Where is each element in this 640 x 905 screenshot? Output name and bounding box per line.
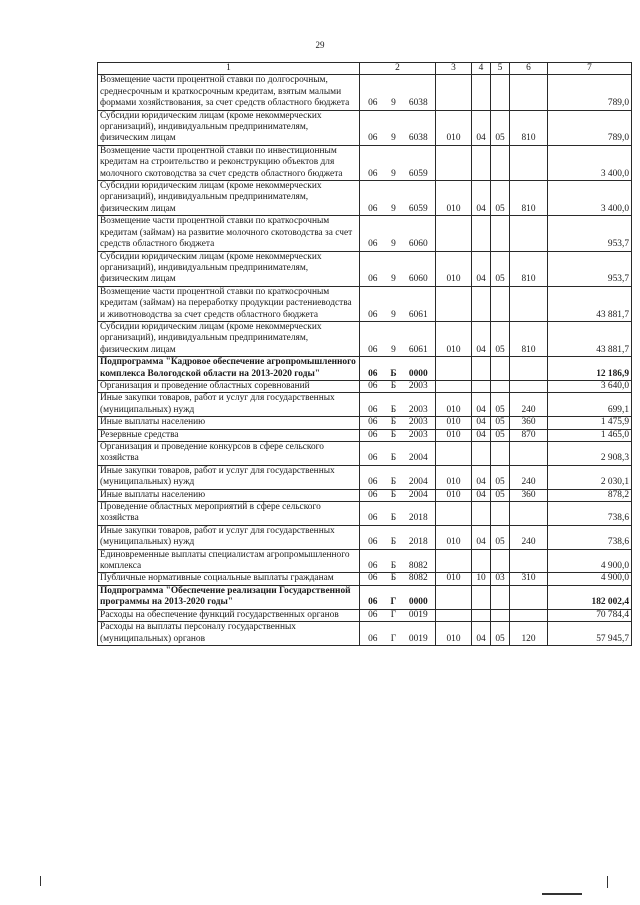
- scan-mark-bottom: [542, 893, 582, 895]
- table-row: [98, 465, 632, 489]
- row-col-5: [491, 585, 510, 609]
- scan-mark-left: [40, 876, 41, 886]
- row-code-item: 6061: [402, 286, 436, 321]
- row-name-cell: Резервные средства: [98, 429, 360, 441]
- row-col-4: 04: [472, 110, 491, 145]
- header-col-4: 4: [472, 63, 491, 75]
- row-col-6: [510, 216, 548, 251]
- table-row: [98, 286, 632, 321]
- row-col-3: [436, 585, 472, 609]
- row-amount: 12 186,9: [548, 357, 632, 381]
- row-col-5: [491, 286, 510, 321]
- row-col-5: 03: [491, 573, 510, 585]
- row-code-program: 9: [386, 181, 402, 216]
- row-col-3: [436, 75, 472, 110]
- row-col-6: 240: [510, 393, 548, 417]
- row-col-5: [491, 216, 510, 251]
- row-amount: 789,0: [548, 110, 632, 145]
- row-code-program: Г: [386, 585, 402, 609]
- table-row: [98, 429, 632, 441]
- row-name-cell: Субсидии юридическим лицам (кроме некоммерческих организаций), индивидуальным предпринимателям, физическим лицам: [98, 110, 360, 145]
- row-col-5: [491, 75, 510, 110]
- row-code-item: 8082: [402, 573, 436, 585]
- row-col-6: 810: [510, 181, 548, 216]
- table-row: [98, 417, 632, 429]
- row-col-3: 010: [436, 525, 472, 549]
- row-amount: 3 400,0: [548, 145, 632, 180]
- row-code-program: Б: [386, 417, 402, 429]
- row-code-program: 9: [386, 251, 402, 286]
- row-amount: 953,7: [548, 216, 632, 251]
- row-col-6: [510, 286, 548, 321]
- row-code-program: Г: [386, 609, 402, 621]
- row-code-item: 2003: [402, 417, 436, 429]
- table-row: [98, 393, 632, 417]
- row-col-5: [491, 145, 510, 180]
- row-col-4: [472, 502, 491, 526]
- row-name-cell: Возмещение части процентной ставки по краткосрочным кредитам (займам) на переработку продукции растениеводства и животноводства за счет средств областного бюджета: [98, 286, 360, 321]
- row-code-section: 06: [360, 357, 386, 381]
- row-col-4: [472, 609, 491, 621]
- row-code-section: 06: [360, 442, 386, 466]
- row-col-3: 010: [436, 393, 472, 417]
- row-name-cell: Иные закупки товаров, работ и услуг для государственных (муниципальных) нужд: [98, 525, 360, 549]
- table-row: [98, 585, 632, 609]
- row-code-section: 06: [360, 75, 386, 110]
- row-amount: 699,1: [548, 393, 632, 417]
- row-col-5: 05: [491, 393, 510, 417]
- table-row: [98, 357, 632, 381]
- row-name-cell: Субсидии юридическим лицам (кроме некоммерческих организаций), индивидуальным предпринимателям, физическим лицам: [98, 251, 360, 286]
- table-row: [98, 622, 632, 646]
- row-amount: 43 881,7: [548, 321, 632, 356]
- row-code-program: Б: [386, 357, 402, 381]
- row-col-3: 010: [436, 321, 472, 356]
- table-row: [98, 321, 632, 356]
- row-col-3: 010: [436, 417, 472, 429]
- row-name-cell: Организация и проведение областных соревнований: [98, 380, 360, 392]
- row-code-section: 06: [360, 393, 386, 417]
- row-col-4: [472, 145, 491, 180]
- row-col-6: [510, 380, 548, 392]
- row-code-section: 06: [360, 502, 386, 526]
- row-col-4: 04: [472, 489, 491, 501]
- row-code-program: Б: [386, 525, 402, 549]
- row-code-program: 9: [386, 75, 402, 110]
- row-code-section: 06: [360, 110, 386, 145]
- row-code-item: 2004: [402, 489, 436, 501]
- row-name-cell: Возмещение части процентной ставки по долгосрочным, среднесрочным и краткосрочным кредитам, взятым малыми формами хозяйствования, за счет средств областного бюджета: [98, 75, 360, 110]
- row-col-6: 240: [510, 525, 548, 549]
- row-col-4: [472, 286, 491, 321]
- row-name-cell: Расходы на обеспечение функций государственных органов: [98, 609, 360, 621]
- row-code-item: 6061: [402, 321, 436, 356]
- row-code-section: 06: [360, 145, 386, 180]
- row-amount: 2 030,1: [548, 465, 632, 489]
- row-code-section: 06: [360, 465, 386, 489]
- row-code-program: 9: [386, 216, 402, 251]
- row-col-6: [510, 357, 548, 381]
- row-col-5: [491, 502, 510, 526]
- row-code-program: Б: [386, 380, 402, 392]
- row-col-6: 240: [510, 465, 548, 489]
- row-amount: 43 881,7: [548, 286, 632, 321]
- row-amount: 3 640,0: [548, 380, 632, 392]
- row-col-3: 010: [436, 429, 472, 441]
- row-col-5: 05: [491, 181, 510, 216]
- row-col-3: [436, 442, 472, 466]
- row-col-4: [472, 442, 491, 466]
- row-name-cell: Публичные нормативные социальные выплаты гражданам: [98, 573, 360, 585]
- row-col-5: 05: [491, 110, 510, 145]
- row-amount: 4 900,0: [548, 573, 632, 585]
- row-code-section: 06: [360, 525, 386, 549]
- row-code-item: 6059: [402, 145, 436, 180]
- row-name-cell: Проведение областных мероприятий в сфере сельского хозяйства: [98, 502, 360, 526]
- row-amount: 1 475,9: [548, 417, 632, 429]
- header-col-6: 6: [510, 63, 548, 75]
- row-col-6: 810: [510, 110, 548, 145]
- row-col-4: 04: [472, 429, 491, 441]
- header-col-7: 7: [548, 63, 632, 75]
- row-col-5: 05: [491, 622, 510, 646]
- row-code-section: 06: [360, 622, 386, 646]
- row-col-6: [510, 145, 548, 180]
- row-col-6: 360: [510, 489, 548, 501]
- row-col-5: 05: [491, 251, 510, 286]
- row-col-5: 05: [491, 429, 510, 441]
- table-row: [98, 502, 632, 526]
- page-number: 29: [315, 40, 325, 50]
- row-col-4: 04: [472, 393, 491, 417]
- header-col-5: 5: [491, 63, 510, 75]
- row-col-6: [510, 442, 548, 466]
- row-col-5: [491, 442, 510, 466]
- row-col-6: [510, 502, 548, 526]
- scan-mark-right: [607, 876, 608, 888]
- row-col-3: [436, 380, 472, 392]
- row-code-program: Б: [386, 465, 402, 489]
- row-code-program: 9: [386, 321, 402, 356]
- row-code-program: 9: [386, 286, 402, 321]
- row-code-item: 2004: [402, 465, 436, 489]
- header-row: [98, 63, 632, 75]
- row-col-3: 010: [436, 573, 472, 585]
- row-col-6: [510, 75, 548, 110]
- row-code-section: 06: [360, 321, 386, 356]
- row-code-section: 06: [360, 489, 386, 501]
- header-col-2: 2: [360, 63, 436, 75]
- row-code-item: 2018: [402, 525, 436, 549]
- row-col-3: [436, 609, 472, 621]
- row-name-cell: Подпрограмма "Обеспечение реализации Государственной программы на 2013-2020 годы": [98, 585, 360, 609]
- row-amount: 4 900,0: [548, 549, 632, 573]
- row-col-6: 360: [510, 417, 548, 429]
- row-code-item: 0000: [402, 585, 436, 609]
- row-code-item: 2003: [402, 429, 436, 441]
- table-row: [98, 145, 632, 180]
- row-col-4: [472, 75, 491, 110]
- row-name-cell: Единовременные выплаты специалистам агропромышленного комплекса: [98, 549, 360, 573]
- row-amount: 2 908,3: [548, 442, 632, 466]
- row-code-program: 9: [386, 110, 402, 145]
- header-col-3: 3: [436, 63, 472, 75]
- row-col-5: [491, 609, 510, 621]
- row-col-3: 010: [436, 251, 472, 286]
- row-col-6: 120: [510, 622, 548, 646]
- row-col-3: 010: [436, 622, 472, 646]
- row-col-3: 010: [436, 465, 472, 489]
- row-col-4: [472, 357, 491, 381]
- row-code-program: Б: [386, 502, 402, 526]
- row-code-item: 6060: [402, 216, 436, 251]
- row-code-section: 06: [360, 549, 386, 573]
- row-code-item: 6038: [402, 110, 436, 145]
- row-code-section: 06: [360, 216, 386, 251]
- row-code-section: 06: [360, 286, 386, 321]
- row-code-program: Б: [386, 442, 402, 466]
- row-code-program: 9: [386, 145, 402, 180]
- row-code-item: 0019: [402, 622, 436, 646]
- row-col-5: 05: [491, 417, 510, 429]
- row-col-4: 04: [472, 251, 491, 286]
- row-code-program: Г: [386, 622, 402, 646]
- row-col-5: 05: [491, 321, 510, 356]
- row-name-cell: Субсидии юридическим лицам (кроме некоммерческих организаций), индивидуальным предпринимателям, физическим лицам: [98, 321, 360, 356]
- row-col-6: 810: [510, 251, 548, 286]
- row-name-cell: Иные закупки товаров, работ и услуг для государственных (муниципальных) нужд: [98, 465, 360, 489]
- row-code-section: 06: [360, 380, 386, 392]
- row-code-section: 06: [360, 609, 386, 621]
- row-col-6: 810: [510, 321, 548, 356]
- row-code-item: 2003: [402, 393, 436, 417]
- row-name-cell: Иные закупки товаров, работ и услуг для государственных (муниципальных) нужд: [98, 393, 360, 417]
- row-col-3: [436, 286, 472, 321]
- row-code-program: Б: [386, 393, 402, 417]
- row-col-4: 04: [472, 622, 491, 646]
- row-col-4: [472, 216, 491, 251]
- row-name-cell: Подпрограмма "Кадровое обеспечение агропромышленного комплекса Вологодской области на 2013-2020 годы": [98, 357, 360, 381]
- row-code-item: 6060: [402, 251, 436, 286]
- row-col-4: [472, 585, 491, 609]
- row-col-3: [436, 216, 472, 251]
- row-amount: 1 465,0: [548, 429, 632, 441]
- row-name-cell: Расходы на выплаты персоналу государственных (муниципальных) органов: [98, 622, 360, 646]
- row-col-5: 05: [491, 465, 510, 489]
- table-row: [98, 609, 632, 621]
- row-code-section: 06: [360, 585, 386, 609]
- table-row: [98, 216, 632, 251]
- row-col-4: 04: [472, 321, 491, 356]
- row-amount: 738,6: [548, 502, 632, 526]
- row-code-item: 6038: [402, 75, 436, 110]
- row-col-5: 05: [491, 525, 510, 549]
- row-col-3: 010: [436, 181, 472, 216]
- row-col-3: [436, 549, 472, 573]
- row-col-4: 10: [472, 573, 491, 585]
- row-col-3: [436, 145, 472, 180]
- row-col-4: 04: [472, 465, 491, 489]
- row-col-6: [510, 585, 548, 609]
- table-row: [98, 489, 632, 501]
- row-col-5: [491, 380, 510, 392]
- row-code-program: Б: [386, 573, 402, 585]
- row-col-4: 04: [472, 181, 491, 216]
- row-col-3: [436, 502, 472, 526]
- row-name-cell: Организация и проведение конкурсов в сфере сельского хозяйства: [98, 442, 360, 466]
- row-code-program: Б: [386, 549, 402, 573]
- header-col-1: 1: [98, 63, 360, 75]
- table-body: [98, 75, 632, 646]
- row-col-3: [436, 357, 472, 381]
- row-col-5: [491, 549, 510, 573]
- row-code-item: 8082: [402, 549, 436, 573]
- row-col-6: 310: [510, 573, 548, 585]
- row-code-program: Б: [386, 489, 402, 501]
- row-amount: 878,2: [548, 489, 632, 501]
- row-col-4: 04: [472, 525, 491, 549]
- table-row: [98, 110, 632, 145]
- row-col-6: [510, 549, 548, 573]
- table-row: [98, 525, 632, 549]
- row-code-program: Б: [386, 429, 402, 441]
- row-amount: 789,0: [548, 75, 632, 110]
- table-row: [98, 75, 632, 110]
- row-amount: 182 002,4: [548, 585, 632, 609]
- row-col-4: 04: [472, 417, 491, 429]
- row-code-item: 0000: [402, 357, 436, 381]
- row-amount: 738,6: [548, 525, 632, 549]
- table-row: [98, 181, 632, 216]
- row-amount: 953,7: [548, 251, 632, 286]
- row-name-cell: Иные выплаты населению: [98, 489, 360, 501]
- row-amount: 57 945,7: [548, 622, 632, 646]
- row-code-section: 06: [360, 181, 386, 216]
- row-col-6: 870: [510, 429, 548, 441]
- row-code-item: 2003: [402, 380, 436, 392]
- table-row: [98, 549, 632, 573]
- row-col-3: 010: [436, 489, 472, 501]
- row-col-3: 010: [436, 110, 472, 145]
- table-row: [98, 380, 632, 392]
- table-row: [98, 573, 632, 585]
- row-code-section: 06: [360, 429, 386, 441]
- row-code-item: 6059: [402, 181, 436, 216]
- row-code-item: 0019: [402, 609, 436, 621]
- row-name-cell: Возмещение части процентной ставки по краткосрочным кредитам (займам) на развитие молочного скотоводства за счет средств областного бюджета: [98, 216, 360, 251]
- row-code-section: 06: [360, 417, 386, 429]
- row-code-item: 2018: [402, 502, 436, 526]
- row-amount: 70 784,4: [548, 609, 632, 621]
- row-code-section: 06: [360, 251, 386, 286]
- row-amount: 3 400,0: [548, 181, 632, 216]
- row-col-4: [472, 380, 491, 392]
- table-row: [98, 442, 632, 466]
- row-name-cell: Иные выплаты населению: [98, 417, 360, 429]
- row-col-6: [510, 609, 548, 621]
- row-col-5: 05: [491, 489, 510, 501]
- row-col-4: [472, 549, 491, 573]
- row-col-5: [491, 357, 510, 381]
- row-name-cell: Субсидии юридическим лицам (кроме некоммерческих организаций), индивидуальным предпринимателям, физическим лицам: [98, 181, 360, 216]
- row-code-item: 2004: [402, 442, 436, 466]
- budget-table: [97, 62, 632, 646]
- row-code-section: 06: [360, 573, 386, 585]
- row-name-cell: Возмещение части процентной ставки по инвестиционным кредитам на строительство и реконструкцию объектов для молочного скотоводства за счет средств областного бюджета: [98, 145, 360, 180]
- table-row: [98, 251, 632, 286]
